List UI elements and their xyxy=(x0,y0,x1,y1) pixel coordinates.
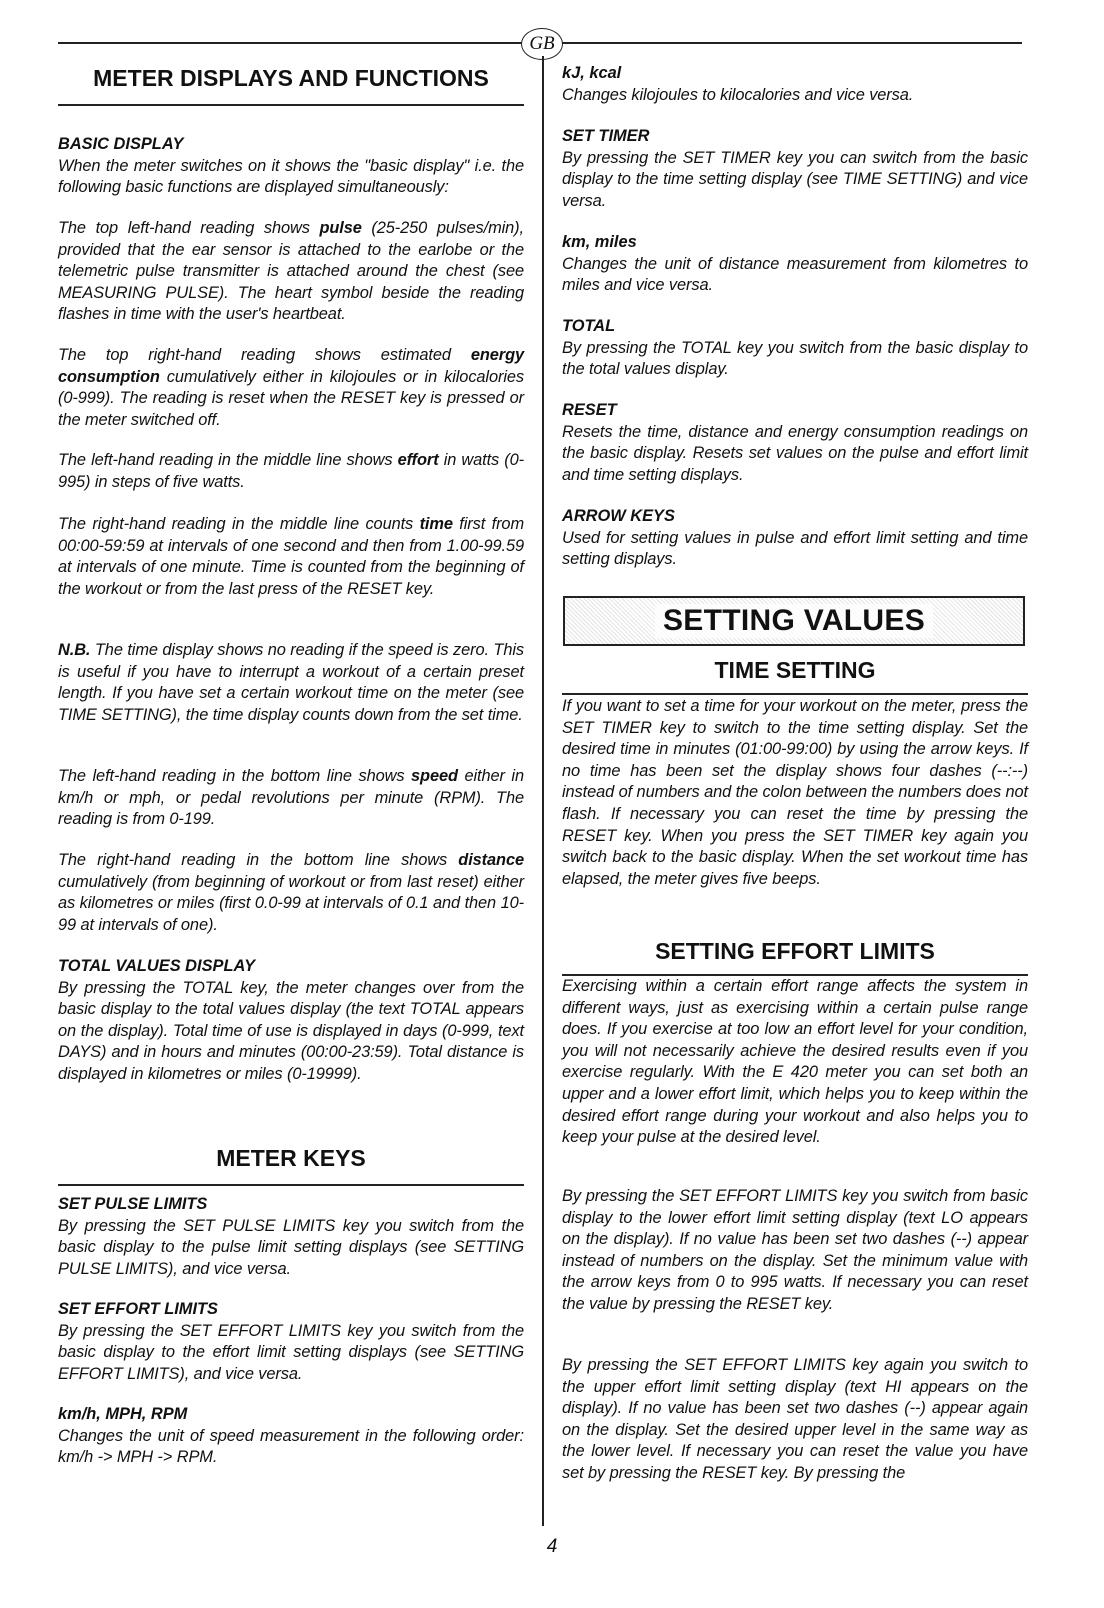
basic-display-intro: When the meter switches on it shows the "basic display" i.e. the following basic functions are displayed simultaneously: xyxy=(58,156,524,197)
key-text: By pressing the SET TIMER key you can switch from the basic display to the time setting display (see TIME SETTING) and vice versa. xyxy=(562,148,1028,210)
key-heading: SET EFFORT LIMITS xyxy=(58,1300,218,1318)
key-heading: km/h, MPH, RPM xyxy=(58,1405,188,1423)
key-text: Changes the unit of speed measurement in the following order: km/h -> MPH -> RPM. xyxy=(58,1426,524,1467)
key-heading: TOTAL xyxy=(562,317,616,335)
effort-limits-title: SETTING EFFORT LIMITS xyxy=(655,938,935,964)
key-set-timer xyxy=(562,126,1028,212)
page-title: METER DISPLAYS AND FUNCTIONS xyxy=(93,65,489,91)
key-text: Changes kilojoules to kilocalories and vice versa. xyxy=(562,85,914,104)
key-heading: SET PULSE LIMITS xyxy=(58,1195,208,1213)
page-number: 4 xyxy=(546,1536,558,1557)
key-text: By pressing the TOTAL key you switch from the basic display to the total values display. xyxy=(562,338,1028,379)
time-setting-rule xyxy=(562,693,1028,695)
speed-paragraph: The left-hand reading in the bottom line shows speed either in km/h or mph, or pedal revolutions per minute (RPM). The reading is from 0-199. xyxy=(58,767,524,829)
key-set-effort-limits xyxy=(58,1299,524,1385)
key-speed-unit xyxy=(58,1404,524,1469)
energy-paragraph: The top right-hand reading shows estimated energy consumption cumulatively either in kilojoules or in kilocalories (0-999). The reading is reset when the RESET key is pressed or the meter switched off. xyxy=(58,346,524,429)
key-kj-kcal xyxy=(562,63,1028,106)
key-set-pulse-limits xyxy=(58,1194,524,1280)
pulse-paragraph: The top left-hand reading shows pulse (25-250 pulses/min), provided that the ear sensor is attached to the earlobe or the telemetric pulse transmitter is attached around the chest (see MEASURING PULSE). The heart symbol beside the reading flashes in time with the user's heartbeat. xyxy=(58,219,524,324)
key-heading: ARROW KEYS xyxy=(562,507,675,525)
column-divider xyxy=(542,56,544,1526)
key-text: Resets the time, distance and energy consumption readings on the basic display. Resets set values on the pulse and effort limit and time setting displays. xyxy=(562,422,1028,484)
total-values-heading: TOTAL VALUES DISPLAY xyxy=(58,957,256,975)
key-reset xyxy=(562,400,1028,486)
effort-paragraph: The left-hand reading in the middle line shows effort in watts (0-995) in steps of five watts. xyxy=(58,451,524,491)
basic-display-heading: BASIC DISPLAY xyxy=(58,135,184,153)
total-values-section xyxy=(58,956,524,1086)
key-arrow-keys xyxy=(562,506,1028,571)
key-km-miles xyxy=(562,232,1028,297)
time-setting-title: TIME SETTING xyxy=(714,657,876,683)
header-rule-left xyxy=(58,42,522,44)
distance-paragraph: The right-hand reading in the bottom line shows distance cumulatively (from beginning of workout or from last reset) either as kilometres or miles (first 0.0-99 at intervals of 0.1 and then 10-99 at intervals of one). xyxy=(58,851,524,934)
key-total xyxy=(562,316,1028,381)
meter-keys-title: METER KEYS xyxy=(216,1145,366,1171)
key-heading: kJ, kcal xyxy=(562,64,622,82)
time-setting-text: If you want to set a time for your workout on the meter, press the SET TIMER key to switch to the time setting display. Set the desired time in minutes (01:00-99:00) by using the arrow keys. If no time has been set the display shows four dashes (--:--) instead of numbers and the colon between the numbers does not flash. If necessary you can reset the time by pressing the RESET key. When you press the SET TIMER key again you switch back to the basic display. When the set workout time has elapsed, the meter gives five beeps. xyxy=(562,697,1028,888)
total-values-text: By pressing the TOTAL key, the meter changes over from the basic display to the total values display (the text TOTAL appears on the display). Total time of use is displayed in days (0-999, text DAYS) and in hours and minutes (00:00-23:59). Total distance is displayed in kilometres or miles (0-19999). xyxy=(58,978,524,1083)
header-rule-right xyxy=(560,42,1022,44)
meter-keys-rule xyxy=(58,1184,524,1186)
time-paragraph: The right-hand reading in the middle line counts time first from 00:00-59:59 at intervals of one second and then from 1.00-99.59 at intervals of one minute. Time is counted from the beginning of the workout or from the last press of the RESET key. xyxy=(58,515,525,598)
key-text: Changes the unit of distance measurement from kilometres to miles and vice versa. xyxy=(562,254,1028,295)
language-badge: GB xyxy=(521,28,563,60)
basic-display-section xyxy=(58,134,524,199)
effort-limits-p3: By pressing the SET EFFORT LIMITS key again you switch to the upper effort limit setting display (text HI appears on the display). If no value has been set two dashes (--) appear again on the display. Set the desired upper level in the same way as the lower level. If necessary you can reset the value you have set by pressing the RESET key. By pressing the xyxy=(562,1356,1028,1482)
nb-paragraph: N.B. The time display shows no reading if the speed is zero. This is useful if you have to interrupt a workout of a certain preset length. If you have set a certain workout time on the meter (see TIME SETTING), the time display counts down from the set time. xyxy=(58,641,524,724)
key-text: By pressing the SET EFFORT LIMITS key you switch from the basic display to the effort limit setting displays (see SETTING EFFORT LIMITS), and vice versa. xyxy=(58,1321,524,1383)
key-text: Used for setting values in pulse and effort limit setting and time setting displays. xyxy=(562,528,1028,569)
effort-limits-p1: Exercising within a certain effort range affects the system in different ways, just as exercising within a certain pulse range does. If you exercise at too low an effort level for your condition, you will not necessarily achieve the desired results even if you exercise regularly. With the E 420 meter you can set both an upper and a lower effort limit, which helps you to keep within the desired effort range during your workout and also helps you to keep your pulse at the desired level. xyxy=(562,977,1028,1147)
setting-values-title: SETTING VALUES xyxy=(655,604,933,638)
key-heading: RESET xyxy=(562,401,617,419)
effort-limits-p2: By pressing the SET EFFORT LIMITS key you switch from basic display to the lower effort limit setting display (text LO appears on the display). If no value has been set two dashes (--) appear instead of numbers on the display. Set the minimum value with the arrow keys from 0 to 995 watts. If necessary you can reset the value by pressing the RESET key. xyxy=(562,1187,1028,1313)
title-rule xyxy=(58,104,524,106)
key-text: By pressing the SET PULSE LIMITS key you switch from the basic display to the pulse limit setting displays (see SETTING PULSE LIMITS), and vice versa. xyxy=(58,1216,524,1278)
setting-values-banner xyxy=(563,596,1025,646)
key-heading: km, miles xyxy=(562,233,637,251)
key-heading: SET TIMER xyxy=(562,127,650,145)
